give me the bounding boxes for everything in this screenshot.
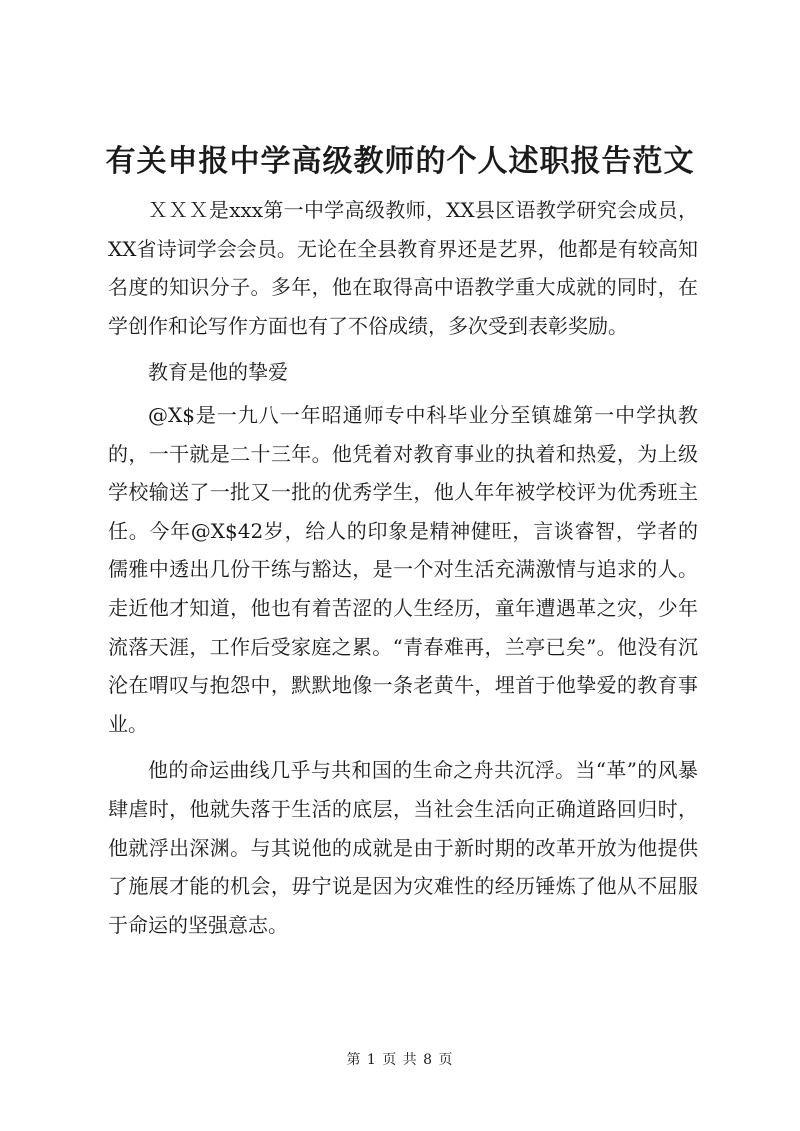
document-body [108, 191, 698, 952]
paragraph-intro: ＸＸＸ是xxx第一中学高级教师，XX县区语教学研究会成员，XX省诗词学会会员。无论在全县教育界还是艺界，他都是有较高知名度的知识分子。多年，他在取得高中语教学重大成就的同时，在学创作和论写作方面也有了不俗成绩，多次受到表彰奖励。 [108, 198, 698, 338]
document-title: 有关申报中学高级教师的个人述职报告范文 [105, 144, 695, 179]
page-number-footer: 第 1 页 共 8 页 [346, 1052, 454, 1068]
paragraph-career: @X$是一九八一年昭通师专中科毕业分至镇雄第一中学执教的，一干就是二十三年。他凭着对教育事业的执着和热爱，为上级学校输送了一批又一批的优秀学生，他人年年被学校评为优秀班主任。今年@X$42岁，给人的印象是精神健旺，言谈睿智，学者的儒雅中透出几份干练与豁达，是一个对生活充满激情与追求的人。走近他才知道，他也有着苦涩的人生经历，童年遭遇革之灾，少年流落天涯，工作后受家庭之累。“青春难再，兰亭已矣”。他没有沉沦在喟叹与抱怨中，默默地像一条老黄牛，埋首于他挚爱的教育事业。 [108, 402, 698, 736]
paragraph-destiny: 他的命运曲线几乎与共和国的生命之舟共沉浮。当“革”的风暴肆虐时，他就失落于生活的底层，当社会生活向正确道路回归时，他就浮出深渊。与其说他的成就是由于新时期的改革开放为他提供了施展才能的机会，毋宁说是因为灾难性的经历锤炼了他从不屈服于命运的坚强意志。 [108, 758, 698, 937]
section-heading: 教育是他的挚爱 [148, 360, 288, 385]
